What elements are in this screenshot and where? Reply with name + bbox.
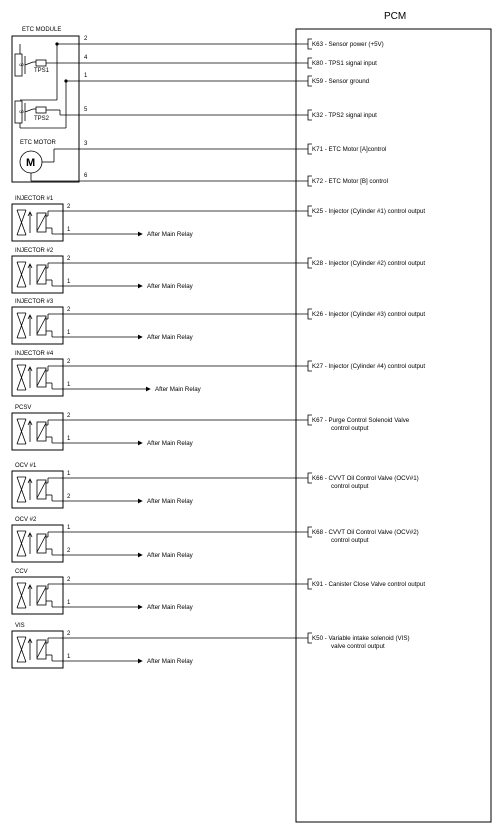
signal-pin-number: 2 [67, 256, 71, 262]
component-box [12, 631, 63, 668]
component-box [12, 471, 63, 508]
valve-icon [17, 531, 26, 556]
signal-pin-number: 2 [67, 577, 71, 583]
component-box [12, 577, 63, 614]
etc-wire-k32 [79, 107, 377, 120]
spring-icon [28, 639, 32, 660]
etc-pin-number: 1 [84, 73, 88, 79]
motor-symbol: M [26, 157, 36, 169]
signal-pin-number: 2 [67, 413, 71, 419]
component-title: INJECTOR #4 [15, 351, 54, 357]
signal-pin-number: 2 [67, 307, 71, 313]
pcm-terminal-label: control output [331, 537, 369, 544]
svg-text:S: S [19, 63, 26, 67]
etc-pin-number: 6 [84, 173, 88, 179]
etc-pin-number: 4 [84, 55, 88, 61]
pcm-terminal-label: K32 - TPS2 signal input [312, 112, 377, 119]
power-pin-number: 1 [67, 600, 71, 606]
after-main-relay-label: After Main Relay [147, 334, 193, 341]
component-title: INJECTOR #1 [15, 196, 54, 202]
spring-icon [28, 479, 32, 500]
etc-pin-number: 5 [84, 107, 88, 113]
valve-icon [17, 583, 26, 608]
after-main-relay-label: After Main Relay [147, 498, 193, 505]
etc-pin-number: 2 [84, 36, 88, 42]
spring-icon [28, 264, 32, 285]
tps2-sensor [15, 101, 50, 123]
tps2-label: TPS2 [34, 116, 50, 122]
component-title: CCV [15, 569, 28, 575]
etc-module [12, 27, 79, 182]
component-vis [12, 623, 410, 668]
power-pin-number: 1 [67, 654, 71, 660]
after-main-relay-label: After Main Relay [147, 283, 193, 290]
pcm-terminal-label: K71 - ETC Motor [A]control [312, 146, 387, 153]
spring-icon [28, 367, 32, 388]
spring-icon [28, 315, 32, 336]
component-pcsv [12, 405, 410, 450]
pcm-terminal-label: K63 - Sensor power (+5V) [312, 41, 384, 48]
pcm-terminal-label: K68 - CVVT Oil Control Valve (OCV#2) [312, 529, 419, 536]
component-title: INJECTOR #2 [15, 248, 54, 254]
pcm-terminal-label: control output [331, 425, 369, 432]
spring-icon [28, 421, 32, 442]
component-ocv-2 [12, 517, 419, 562]
component-box [12, 256, 63, 293]
etc-module-title: ETC MODULE [22, 27, 62, 33]
tps1-label: TPS1 [34, 68, 50, 74]
after-main-relay-label: After Main Relay [147, 658, 193, 665]
component-box [12, 413, 63, 450]
valve-icon [17, 210, 26, 235]
valve-icon [17, 477, 26, 502]
signal-pin-number: 1 [67, 471, 71, 477]
component-title: PCSV [15, 405, 32, 411]
valve-icon [17, 262, 26, 287]
spring-icon [28, 212, 32, 233]
pcm-terminal-label: control output [331, 483, 369, 490]
pcm-terminal-label: K66 - CVVT Oil Control Valve (OCV#1) [312, 475, 419, 482]
power-pin-number: 1 [67, 436, 71, 442]
after-main-relay-label: After Main Relay [147, 604, 193, 611]
etc-wire-k80 [79, 55, 377, 68]
etc-wire-k63 [57, 36, 384, 49]
component-injector-2 [12, 248, 425, 293]
signal-pin-number: 2 [67, 204, 71, 210]
valve-icon [17, 313, 26, 338]
valve-icon [17, 365, 26, 390]
power-pin-number: 1 [67, 279, 71, 285]
component-box [12, 359, 63, 396]
valve-icon [17, 419, 26, 444]
signal-pin-number: 2 [67, 631, 71, 637]
component-title: INJECTOR #3 [15, 299, 54, 305]
pcm-terminal-label: K59 - Sensor ground [312, 78, 370, 85]
component-title: VIS [15, 623, 25, 629]
pcm-terminal-label: K72 - ETC Motor [B] control [312, 178, 388, 185]
etc-wire-k72 [79, 173, 388, 186]
etc-wire-k71 [79, 141, 386, 154]
after-main-relay-label: After Main Relay [147, 552, 193, 559]
component-injector-1 [12, 196, 425, 241]
after-main-relay-label: After Main Relay [155, 386, 201, 393]
component-box [12, 307, 63, 344]
pcm-terminal-label: K67 - Purge Control Solenoid Valve [312, 417, 410, 424]
after-main-relay-label: After Main Relay [147, 440, 193, 447]
power-pin-number: 2 [67, 548, 71, 554]
power-pin-number: 1 [67, 227, 71, 233]
component-box [12, 204, 63, 241]
after-main-relay-label: After Main Relay [147, 231, 193, 238]
valve-icon [17, 637, 26, 662]
component-title: OCV #2 [15, 517, 37, 523]
etc-pin-number: 3 [84, 141, 88, 147]
component-title: OCV #1 [15, 463, 37, 469]
pcm-terminal-label: K25 - Injector (Cylinder #1) control output [312, 208, 426, 215]
signal-pin-number: 2 [67, 359, 71, 365]
component-box [12, 525, 63, 562]
etc-motor [20, 140, 79, 181]
component-injector-4 [12, 351, 425, 396]
pcm-terminal-label: K50 - Variable intake solenoid (VIS) [312, 635, 410, 642]
power-pin-number: 1 [67, 382, 71, 388]
component-injector-3 [12, 299, 425, 344]
pcm-terminal-label: K26 - Injector (Cylinder #3) control output [312, 311, 426, 318]
component-ocv-1 [12, 463, 419, 508]
pcm-terminal-label: K27 - Injector (Cylinder #4) control output [312, 363, 426, 370]
tps1-sensor [15, 54, 50, 76]
spring-icon [28, 585, 32, 606]
pcm-terminal-label: K91 - Canister Close Valve control output [312, 581, 426, 588]
power-pin-number: 1 [67, 330, 71, 336]
power-pin-number: 2 [67, 494, 71, 500]
pcm-terminal-label: K28 - Injector (Cylinder #2) control output [312, 260, 426, 267]
pcm-title: PCM [384, 11, 407, 22]
spring-icon [28, 533, 32, 554]
etc-wire-k59 [66, 73, 370, 86]
component-ccv [12, 569, 425, 614]
signal-pin-number: 1 [67, 525, 71, 531]
pcm-terminal-label: K80 - TPS1 signal input [312, 60, 377, 67]
etc-motor-title: ETC MOTOR [20, 140, 56, 146]
svg-text:S: S [19, 110, 26, 114]
pcm-terminal-label: valve control output [331, 643, 385, 650]
